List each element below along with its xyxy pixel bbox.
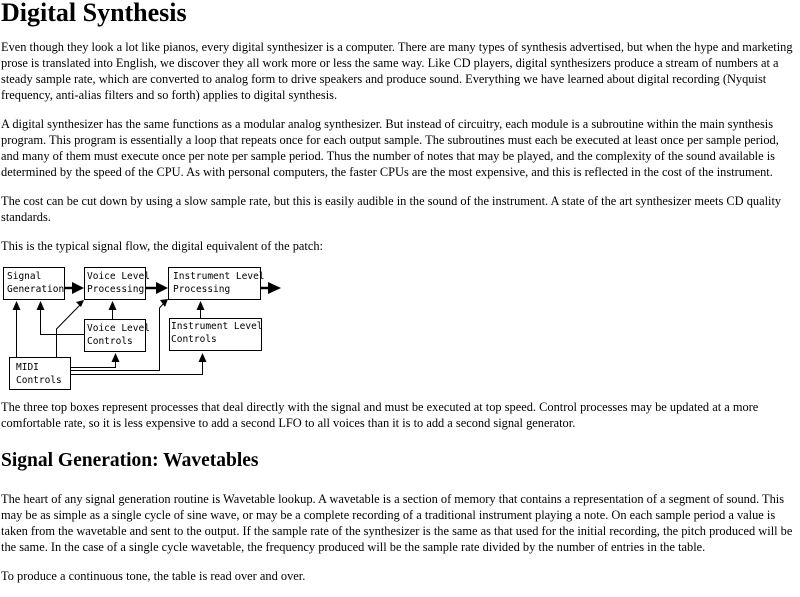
voice-level-controls-label-line2: Controls bbox=[87, 336, 133, 347]
arrow-voice-controls-to-voice-processing bbox=[109, 301, 117, 319]
three-boxes-paragraph: The three top boxes represent processes that deal directly with the signal and must be executed at top speed. Control processes may be updated at a more comfortable rate, so it is less expensive to add a second LFO to all voices than it is to add a second signal generator. bbox=[1, 400, 759, 430]
cost-paragraph: The cost can be cut down by using a slow sample rate, but this is easily audible in the sound of the instrument. A state of the art synthesizer meets CD quality standards. bbox=[1, 194, 782, 224]
arrow-signal-to-voice bbox=[65, 282, 84, 294]
instrument-level-processing-box bbox=[169, 268, 265, 300]
signal-generation-box bbox=[4, 268, 65, 300]
arrow-voice-to-instrument bbox=[146, 282, 168, 294]
intro-paragraph: Even though they look a lot like pianos, every digital synthesizer is a computer. There are many types of synthesis advertised, but when the hype and marketing prose is translated into English, we discover they all work more or less the same way. Like CD players, digital synthesizers produce a stream of numbers at a steady sample rate, which are converted to analog form to drive speakers and produce sound. Everything we have learned about digital recording (Nyquist frequency, anti-alias filters and so forth) applies to digital synthesis. bbox=[1, 40, 793, 102]
arrow-instrument-controls-to-instrument-processing bbox=[197, 301, 205, 318]
voice-level-controls-box bbox=[85, 320, 150, 352]
arrow-voice-controls-to-signal-generation bbox=[37, 301, 85, 335]
midi-controls-label-line1: MIDI bbox=[16, 362, 39, 373]
signal-generation-label-line1: Signal bbox=[7, 271, 42, 282]
signal-flow-intro-paragraph: This is the typical signal flow, the digital equivalent of the patch: bbox=[1, 239, 323, 253]
instrument-level-processing-label-line1: Instrument Level bbox=[173, 271, 265, 282]
arrow-midi-to-voice-controls bbox=[71, 353, 120, 368]
signal-flow-diagram bbox=[1, 263, 291, 393]
voice-level-processing-box bbox=[85, 268, 150, 300]
instrument-level-processing-label-line2: Processing bbox=[173, 284, 231, 295]
voice-level-controls-label-line1: Voice Level bbox=[87, 323, 150, 334]
modular-paragraph: A digital synthesizer has the same functions as a modular analog synthesizer. But instead of circuitry, each module is a subroutine within the main synthesis program. This program is essentially a loop that repeats once for each output sample. The subroutines must each be executed at least once per sample period, and many of them must execute once per note per sample period. Thus the number of notes that may be played, and the complexity of the sound available is determined by the speed of the CPU. As with personal computers, the faster CPUs are the most expensive, and this is reflected in the cost of the instrument. bbox=[1, 117, 779, 179]
arrow-midi-to-voice-processing bbox=[57, 300, 85, 357]
section-heading-wavetables: Signal Generation: Wavetables bbox=[1, 450, 259, 471]
midi-controls-box bbox=[10, 358, 71, 390]
arrow-instrument-output bbox=[261, 282, 281, 294]
instrument-level-controls-box bbox=[170, 319, 263, 351]
arrow-midi-to-instrument-controls bbox=[71, 353, 207, 375]
continuous-tone-paragraph: To produce a continuous tone, the table is read over and over. bbox=[1, 569, 306, 583]
signal-generation-label-line2: Generation bbox=[7, 284, 65, 295]
midi-controls-label-line2: Controls bbox=[16, 375, 62, 386]
arrow-midi-to-signal-generation bbox=[13, 301, 21, 357]
instrument-level-controls-label-line1: Instrument Level bbox=[171, 321, 263, 332]
page-title: Digital Synthesis bbox=[1, 0, 187, 27]
instrument-level-controls-label-line2: Controls bbox=[171, 334, 217, 345]
voice-level-processing-label-line1: Voice Level bbox=[87, 271, 150, 282]
voice-level-processing-label-line2: Processing bbox=[87, 284, 145, 295]
wavetable-heart-paragraph: The heart of any signal generation routine is Wavetable lookup. A wavetable is a section of memory that contains a representation of a segment of sound. This may be as simple as a single cycle of sine wave, or may be a complete recording of a traditional instrument playing a note. On each sample period a value is taken from the wavetable and sent to the output. If the sample rate of the synthesizer is the same as that used for the initial recording, the pitch produced will be the same. In the case of a single cycle wavetable, the frequency produced will be the sample rate divided by the number of entries in the table. bbox=[1, 492, 793, 554]
